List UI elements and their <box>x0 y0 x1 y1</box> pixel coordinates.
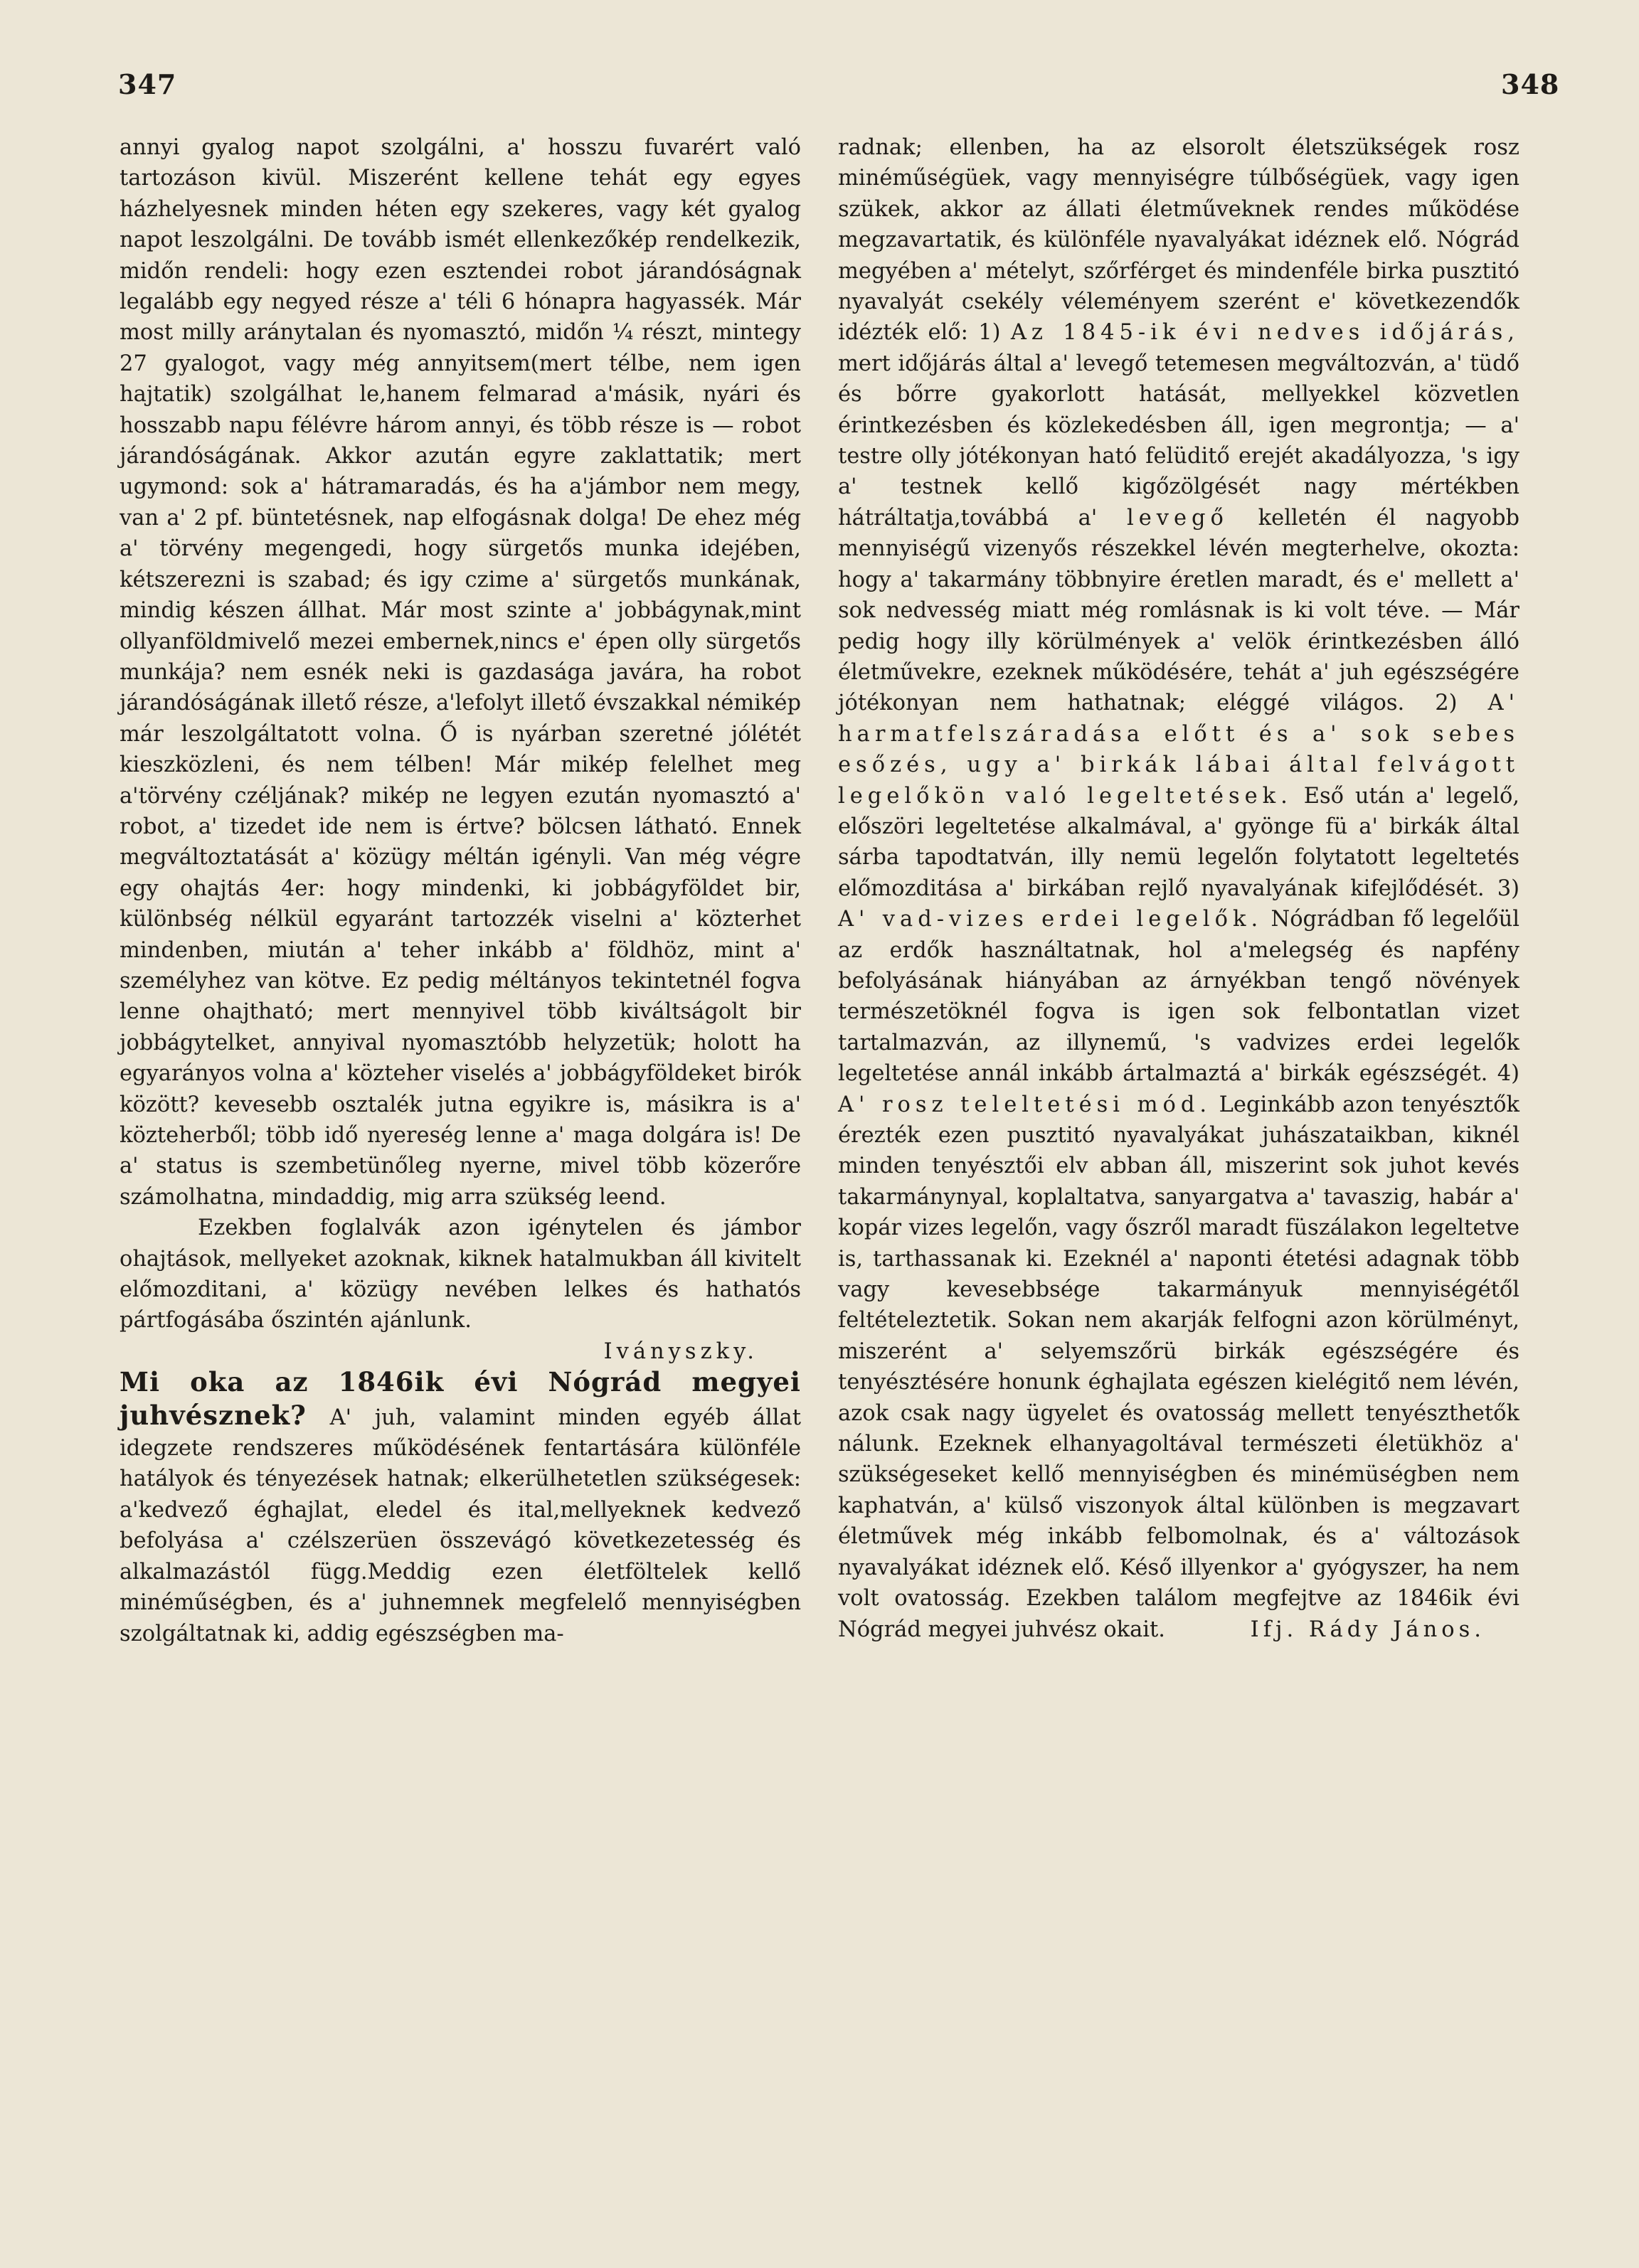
cause-3-label: A' vad-vizes erdei legelők. <box>838 907 1263 932</box>
cause-4-label: A' rosz teleltetési mód. <box>838 1092 1212 1117</box>
cause-2-label: A' harmatfelszáradása előtt és a' sok sebes esőzés, ugy a' birkák lábai által felvágott legelőkön való legeltetések. <box>838 691 1519 809</box>
body-text-4: Eső után a' legelő, előszöri legeltetése alkalmával, a' gyönge fü a' birkák által sárba tapodtatván, illy nemü legelőn folytatott legeltetés előmozditása a' birkában rejlő nyavalyának kifejlődését. 3) <box>838 783 1520 901</box>
page-number-left: 347 <box>118 68 177 100</box>
article-intro-text: A' juh, valamint minden egyéb állat idegzete rendszeres működésének fentartására különféle hatályok és tényezések hatnak; elkerülhetetlen szükségesek: a'kedvező éghajlat, eledel és ital,mellyeknek kedvező befolyása a' czélszerüen összevágó következetesség és alkalmazástól függ.Meddig ezen életföltelek kellő minéműségben, és a' juhnemnek megfelelő mennyiségben szolgáltatnak ki, addig egészségben ma- <box>120 1405 801 1646</box>
article-juhvesz-body <box>838 132 1519 1645</box>
left-column <box>120 132 801 1649</box>
body-text-3: kelletén él nagyobb mennyiségű vizenyős részekkel lévén megterhelve, okozta: hogy a' takarmány többnyire éretlen maradt, és e' mellett a' sok nedvesség miatt még romlásnak is ki volt téve. — Már pedig hogy illy körülmények a' velök érintkezésben álló életművekre, ezeknek működésére, tehát a' juh egészségére jótékonyan nem hathatnak; eléggé világos. 2) <box>838 505 1519 716</box>
article-heading: Mi oka az 1846ik évi Nógrád megyei juhvésznek? <box>120 1366 801 1431</box>
article-juhvesz-intro <box>120 1367 801 1649</box>
paragraph-closing: Ezekben foglalvák azon igénytelen és jámbor ohajtások, mellyeket azoknak, kiknek hatalmukban áll kivitelt előmozditani, a' közügy nevében lelkes és hathatós pártfogásába őszintén ajánlunk. <box>120 1215 801 1333</box>
right-column <box>838 132 1519 1645</box>
body-text-5: Nógrádban fő legelőül az erdők használtatnak, hol a'melegség és napfény befolyásának hiányában az árnyékban tengő növények természetöknél fogva is igen sok felbontatlan vizet tartalmazván, az illynemű, 's vadvizes erdei legelők legeltetése annál inkább ártalmaztá a' birkák egészségét. 4) <box>838 907 1519 1087</box>
cause-1-label: Az 1845-ik évi nedves időjárás, <box>1010 320 1519 346</box>
page-number-right: 348 <box>1501 68 1560 100</box>
emphasis-levego: levegő <box>1126 505 1229 531</box>
signature-ivanszky: Iványszky. <box>603 1338 758 1364</box>
paragraph-robot: annyi gyalog napot szolgálni, a' hosszu fuvarért való tartozáson kivül. Miszerént kellene tehát egy egyes házhelyesnek minden héten egy szekeres, vagy két gyalog napot leszolgálni. De tovább ismét ellenkezőkép rendelkezik, midőn rendeli: hogy ezen esztendei robot járandóságnak legalább egy negyed része a' téli 6 hónapra hagyassék. Már most milly aránytalan és nyomasztó, midőn ¼ részt, mintegy 27 gyalogot, vagy még annyitsem(mert télbe, nem igen hajtatik) szolgálhat le,hanem felmarad a'másik, nyári és hosszabb napu félévre három annyi, és több része is — robot járandóságának. Akkor azután egyre zaklattatik; mert ugymond: sok a' hátramaradás, és ha a'jámbor nem megy, van a' 2 pf. büntetésnek, nap elfogásnak dolga! De ehez még a' törvény megengedi, hogy sürgetős munka idejében, kétszerezni is szabad; és igy czime a' sürgetős munkának, mindig készen állhat. Már most szinte a' jobbágynak,mint ollyanföldmivelő mezei embernek,nincs e' épen olly sürgetős munkája? nem esnék neki is gazdasága javára, ha robot járandóságának illető része, a'lefolyt illető évszakkal némikép már leszolgáltatott volna. Ő is nyárban szeretné jólétét kieszközleni, és nem télben! Már mikép felelhet meg a'törvény czéljának? mikép ne legyen ezután nyomasztó a' robot, a' tizedet ide nem is értve? bölcsen látható. Ennek megváltoztatását a' közügy méltán igényli. Van még végre egy ohajtás 4er: hogy mindenki, ki jobbágyföldet bir, különbség nélkül egyaránt tartozzék viselni a' közterhet mindenben, miután a' teher inkább a' földhöz, mint a' személyhez van kötve. Ez pedig méltányos tekintetnél fogva lenne ohajtható; mert mennyivel több kiváltságolt bir jobbágytelket, annyival nyomasztóbb helyzetük; holott ha egyarányos volna a' közteher viselés a' jobbágyföldeket birók között? kevesebb osztalék jutna egyikre is, másikra is a' közteherből; több idő nyereség lenne a' maga dolgára is! De a' status is szembetünőleg nyerne, mivel több közerőre számolhatna, mindaddig, mig arra szükség leend. <box>120 135 801 1210</box>
body-text-2: mert időjárás által a' levegő tetemesen megváltozván, a' tüdő és bőrre gyakorlott hatását, mellyekkel közvetlen érintkezésben és közlekedésben áll, igen megrontja; — a' testre olly jótékonyan ható felüditő erejét akadályozza, 's igy a' testnek kellő kigőzölgését nagy mértékben hátráltatja,továbbá a' <box>838 351 1519 531</box>
body-text-1: radnak; ellenben, ha az elsorolt életszükségek rosz minéműségüek, vagy mennyiségre túlbőségüek, vagy igen szükek, akkor az állati életműveknek rendes működése megzavartatik, és különféle nyavalyákat idéznek elő. Nógrád megyében a' mételyt, szőrférget és mindenféle birka pusztitó nyavalyát csekély véleményem szerént e' következendők idézték elő: 1) <box>838 135 1519 346</box>
byline-rady: Ifj. Rády János. <box>1250 1617 1485 1642</box>
body-text-6: Leginkább azon tenyésztők érezték ezen pusztitó nyavalyákat juhászataikban, kiknél minden tenyésztői elv abban áll, miszerint sok juhot kevés takarmánynyal, koplaltatva, sanyargatva a' tavaszig, habár a' kopár vizes legelőn, vagy őszről maradt füszálakon legeltetve is, tarthassanak ki. Ezeknél a' naponti étetési adagnak több vagy kevesebbsége takarmányuk mennyiségétől feltételeztetik. Sokan nem akarják felfogni azon körülményt, miszerént a' selyemszőrü birkák egészségére és tenyésztésére honunk éghajlata egészen kielégitő nem lévén, azok csak nagy ügyelet és ovatosság mellett tenyészthetők nálunk. Ezeknek elhanyagoltával természeti életükhöz a' szükségeseket kellő mennyiségben és minémüségben nem kaphatván, a' külső viszonyok által különben is megzavart életművek még inkább felbomolnak, és a' változások nyavalyákat idéznek elő. Késő illyenkor a' gyógyszer, ha nem volt ovatosság. Ezekben találom megfejtve az 1846ik évi Nógrád megyei juhvész okait. <box>838 1092 1519 1642</box>
